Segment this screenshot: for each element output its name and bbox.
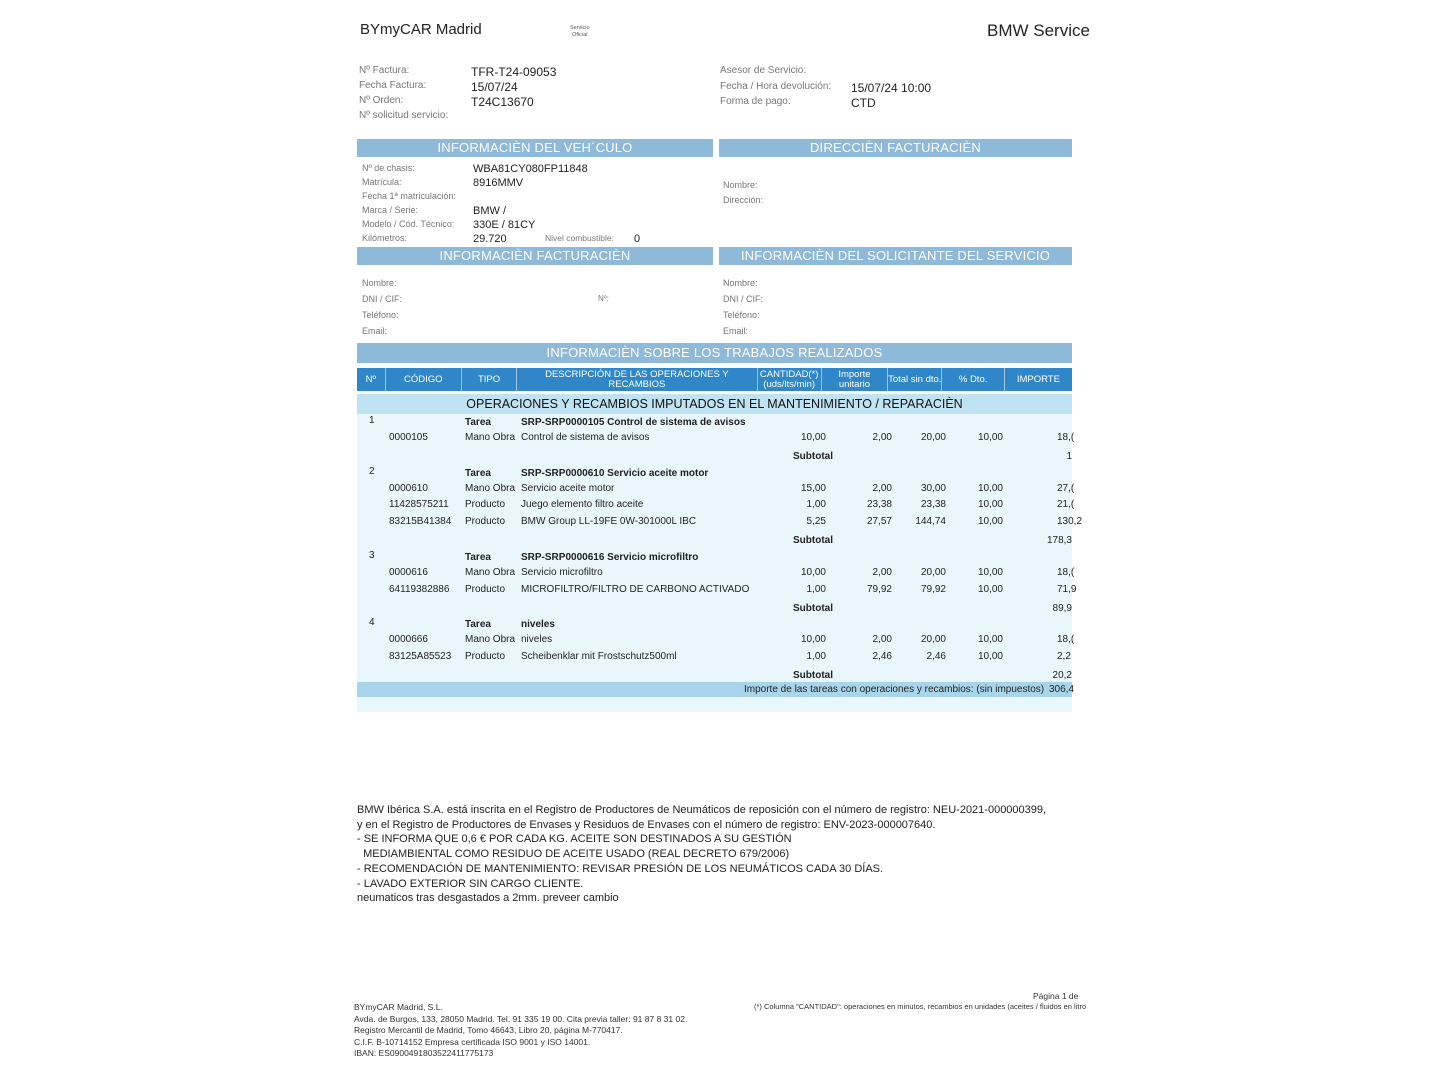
works-table-header	[357, 368, 1072, 391]
invoice-no: TFR-T24-09053	[471, 65, 557, 79]
invoice-date-label: Fecha Factura:	[359, 80, 427, 91]
line-total: 30,00	[920, 482, 946, 494]
line-type: Mano Obra	[465, 482, 516, 494]
line-desc: Juego elemento filtro aceite	[521, 499, 644, 511]
line-dto: 10,00	[977, 583, 1003, 595]
subtotal-label: Subtotal	[793, 451, 833, 463]
order-label: Nº Orden:	[359, 95, 404, 106]
plate-label: Matrícula:	[362, 177, 402, 187]
line-qty: 10,00	[800, 432, 826, 443]
order-no: T24C13670	[471, 95, 534, 109]
task-title: SRP-SRP0000610 Servicio aceite motor	[521, 467, 709, 479]
line-unit: 2,00	[872, 482, 892, 494]
line-type: Producto	[465, 499, 506, 511]
works-section-title: INFORMACIÈN SOBRE LOS TRABAJOS REALIZADOS	[357, 343, 1072, 363]
billing-info-title: INFORMACIÈN FACTURACIÈN	[357, 247, 713, 265]
bi-name-label: Nombre:	[362, 278, 397, 288]
line-unit: 27,57	[866, 516, 892, 528]
line-unit: 23,38	[866, 499, 892, 511]
bi-email-label: Email:	[362, 326, 388, 336]
task-type: Tarea	[465, 619, 491, 631]
company-line: Avda. de Burgos, 133, 28050 Madrid. Tel. 91 335 19 00. Cita previa taller: 91 87 8 31 02.	[354, 1013, 688, 1024]
col-qty: CANTIDAD(*) (uds/lts/min)	[758, 368, 822, 391]
task-type: Tarea	[465, 551, 491, 563]
line-type: Producto	[465, 516, 506, 528]
line-qty: 1,00	[806, 650, 826, 662]
fuel: 0	[634, 233, 641, 245]
task-no: 3	[369, 549, 375, 561]
line-qty: 10,00	[800, 566, 826, 578]
works-section-row: OPERACIONES Y RECAMBIOS IMPUTADOS EN EL MANTENIMIENTO / REPARACIÈN	[357, 394, 1072, 414]
task-no: 1	[369, 415, 375, 426]
line-total: 20,00	[920, 634, 946, 646]
line-dto: 10,00	[977, 516, 1003, 528]
make: BMW /	[473, 205, 506, 217]
line-total: 20,00	[920, 566, 946, 578]
rq-phone-label: Teléfono:	[723, 310, 760, 320]
col-total: Total sin dto.	[888, 368, 942, 391]
km: 29.720	[473, 233, 507, 245]
payment-label: Forma de pago:	[720, 96, 791, 107]
quantity-footnote: (*) Columna "CANTIDAD": operaciones en minutos, recambios en unidades (aceites / fluidos en litro	[754, 1002, 1087, 1011]
total-value: 306,4	[1049, 684, 1075, 695]
line-desc: Servicio aceite motor	[521, 482, 615, 494]
line-code: 64119382886	[389, 583, 450, 595]
line-dto: 10,00	[977, 432, 1003, 443]
line-code: 83125A85523	[389, 650, 452, 662]
line-imp: 21,(	[1057, 499, 1075, 511]
line-imp: 130,2	[1057, 516, 1083, 528]
note-line: neumaticos tras desgastados a 2mm. preveer cambio	[357, 892, 619, 905]
subtotal-value: 178,3	[1046, 535, 1072, 547]
line-desc: BMW Group LL-19FE 0W-301000L IBC	[521, 516, 697, 528]
company-line: IBAN: ES0900491803522411775173	[354, 1048, 494, 1059]
service-stamp	[570, 25, 590, 39]
rq-name-label: Nombre:	[723, 278, 758, 288]
dealer-name: BYmyCAR Madrid	[360, 21, 482, 38]
task-type: Tarea	[465, 467, 491, 479]
line-desc: MICROFILTRO/FILTRO DE CARBONO ACTIVADO	[521, 583, 750, 595]
km-label: Kilómetros:	[362, 233, 408, 243]
line-imp: 27,(	[1057, 482, 1075, 494]
vehicle-section-title: INFORMACIÈN DEL VEH´CULO	[357, 139, 713, 157]
line-desc: niveles	[521, 634, 553, 646]
line-imp: 18,(	[1057, 634, 1075, 646]
task-title: SRP-SRP0000105 Control de sistema de avisos	[521, 417, 746, 428]
payment-method: CTD	[851, 96, 876, 110]
col-dto: % Dto.	[942, 368, 1004, 391]
line-total: 79,92	[920, 583, 946, 595]
line-dto: 10,00	[977, 499, 1003, 511]
task-no: 2	[369, 465, 375, 477]
company-line: Registro Mercantil de Madrid, Tomo 46643, Libro 20, página M-770417.	[354, 1025, 623, 1036]
line-imp: 2,2	[1057, 650, 1071, 662]
col-type: TIPO	[462, 368, 517, 391]
subtotal-value: 1	[1066, 451, 1072, 463]
col-no: Nº	[357, 368, 386, 391]
notes	[357, 803, 1046, 906]
model-label: Modelo / Cód. Técnico:	[362, 219, 455, 229]
first-reg-label: Fecha 1ª matriculación:	[362, 191, 456, 201]
line-code: 0000105	[389, 432, 428, 443]
company-info	[354, 1002, 687, 1060]
line-imp: 18,(	[1057, 432, 1075, 443]
page-number: Página 1 de	[1033, 991, 1079, 1001]
col-desc: DESCRIPCIÓN DE LAS OPERACIONES Y RECAMBIOS	[517, 368, 757, 391]
line-total: 144,74	[915, 516, 946, 528]
line-code: 11428575211	[389, 499, 449, 511]
service-stamp-line2: Oficial	[572, 32, 588, 38]
line-qty: 5,25	[806, 516, 826, 528]
return-datetime: 15/07/24 10:00	[851, 81, 932, 95]
bi-dni-label: DNI / CIF:	[362, 294, 402, 304]
line-qty: 1,00	[806, 499, 826, 511]
note-line: - SE INFORMA QUE 0,6 € POR CADA KG. ACEITE SON DESTINADOS A SU GESTIÓN	[357, 833, 792, 846]
task-title: SRP-SRP0000616 Servicio microfiltro	[521, 551, 699, 563]
fuel-label: Nivel combustible:	[545, 233, 614, 243]
line-unit: 2,46	[872, 650, 892, 662]
bi-no-label: Nº:	[598, 294, 609, 303]
note-line: - LAVADO EXTERIOR SIN CARGO CLIENTE.	[357, 877, 584, 890]
line-dto: 10,00	[977, 634, 1003, 646]
line-unit: 79,92	[866, 583, 892, 595]
task-no: 4	[369, 617, 375, 629]
invoice-no-label: Nº Factura:	[359, 65, 410, 76]
line-type: Producto	[465, 583, 506, 595]
line-unit: 2,00	[872, 432, 892, 443]
company-line: BYmyCAR Madrid, S.L.	[354, 1002, 443, 1012]
line-type: Mano Obra	[465, 634, 516, 646]
col-code: CÓDIGO	[386, 368, 462, 391]
line-code: 83215B41384	[389, 516, 452, 528]
subtotal-value: 89,9	[1052, 602, 1072, 614]
line-imp: 18,(	[1057, 566, 1075, 578]
return-label: Fecha / Hora devolución:	[720, 81, 832, 92]
note-line: - RECOMENDACIÓN DE MANTENIMIENTO: REVISAR PRESIÓN DE LOS NEUMÁTICOS CADA 30 DÍAS.	[357, 862, 884, 875]
billing-address-label: Dirección:	[723, 195, 764, 205]
line-code: 0000666	[389, 634, 428, 646]
note-line: y en el Registro de Productores de Envases y Residuos de Envases con el número de registro: ENV-2023-000007640.	[357, 818, 936, 831]
advisor-label: Asesor de Servicio:	[720, 65, 807, 76]
line-desc: Servicio microfiltro	[521, 566, 603, 578]
line-qty: 1,00	[806, 583, 826, 595]
make-label: Marca / Serie:	[362, 205, 419, 215]
line-qty: 10,00	[800, 634, 826, 646]
plate: 8916MMV	[473, 177, 524, 189]
line-total: 20,00	[920, 432, 946, 443]
line-dto: 10,00	[977, 482, 1003, 494]
brand-name: BMW Service	[987, 21, 1090, 40]
col-unit: Importe unitario	[822, 368, 888, 391]
subtotal-label: Subtotal	[793, 535, 833, 547]
line-qty: 15,00	[800, 482, 826, 494]
line-type: Mano Obra	[465, 566, 516, 578]
col-importe: IMPORTE	[1016, 373, 1060, 385]
line-total: 23,38	[920, 499, 946, 511]
line-unit: 2,00	[872, 566, 892, 578]
billing-address-title: DIRECCIÈN FACTURACIÈN	[719, 139, 1072, 157]
line-imp: 71,9	[1057, 583, 1077, 595]
line-dto: 10,00	[977, 566, 1003, 578]
line-code: 0000616	[389, 566, 428, 578]
line-dto: 10,00	[977, 650, 1003, 662]
rq-dni-label: DNI / CIF:	[723, 294, 763, 304]
line-type: Producto	[465, 650, 506, 662]
line-desc: Scheibenklar mit Frostschutz500ml	[521, 650, 677, 662]
note-line: BMW Ibérica S.A. está inscrita en el Registro de Productores de Neumáticos de reposición con el número de registro: NEU-2021-000000399,	[357, 804, 1047, 816]
line-type: Mano Obra	[465, 432, 516, 443]
subtotal-label: Subtotal	[793, 602, 833, 614]
task-type: Tarea	[465, 417, 491, 428]
model: 330E / 81CY	[473, 219, 536, 231]
task-title: niveles	[521, 619, 555, 631]
note-line: MEDIAMBIENTAL COMO RESIDUO DE ACEITE USADO (REAL DECRETO 679/2006)	[357, 848, 790, 861]
billing-name-label: Nombre:	[723, 180, 758, 190]
chassis: WBA81CY080FP11848	[473, 163, 588, 175]
rq-email-label: Email:	[723, 326, 749, 336]
subtotal-value: 20,2	[1052, 670, 1072, 682]
request-label: Nº solicitud servicio:	[359, 110, 449, 121]
line-desc: Control de sistema de avisos	[521, 432, 650, 443]
service-stamp-line1: Servicio	[570, 25, 590, 31]
company-line: C.I.F. B-10714152 Empresa certificada ISO 9001 y ISO 14001.	[354, 1036, 591, 1047]
subtotal-label: Subtotal	[793, 670, 833, 682]
chassis-label: Nº de chasis:	[362, 163, 415, 173]
line-total: 2,46	[926, 650, 946, 662]
invoice-date: 15/07/24	[471, 80, 518, 94]
requester-title: INFORMACIÈN DEL SOLICITANTE DEL SERVICIO	[719, 247, 1072, 265]
bi-phone-label: Teléfono:	[362, 310, 399, 320]
total-label: Importe de las tareas con operaciones y recambios: (sin impuestos)	[744, 684, 1045, 695]
line-unit: 2,00	[872, 634, 892, 646]
line-code: 0000610	[389, 482, 428, 494]
